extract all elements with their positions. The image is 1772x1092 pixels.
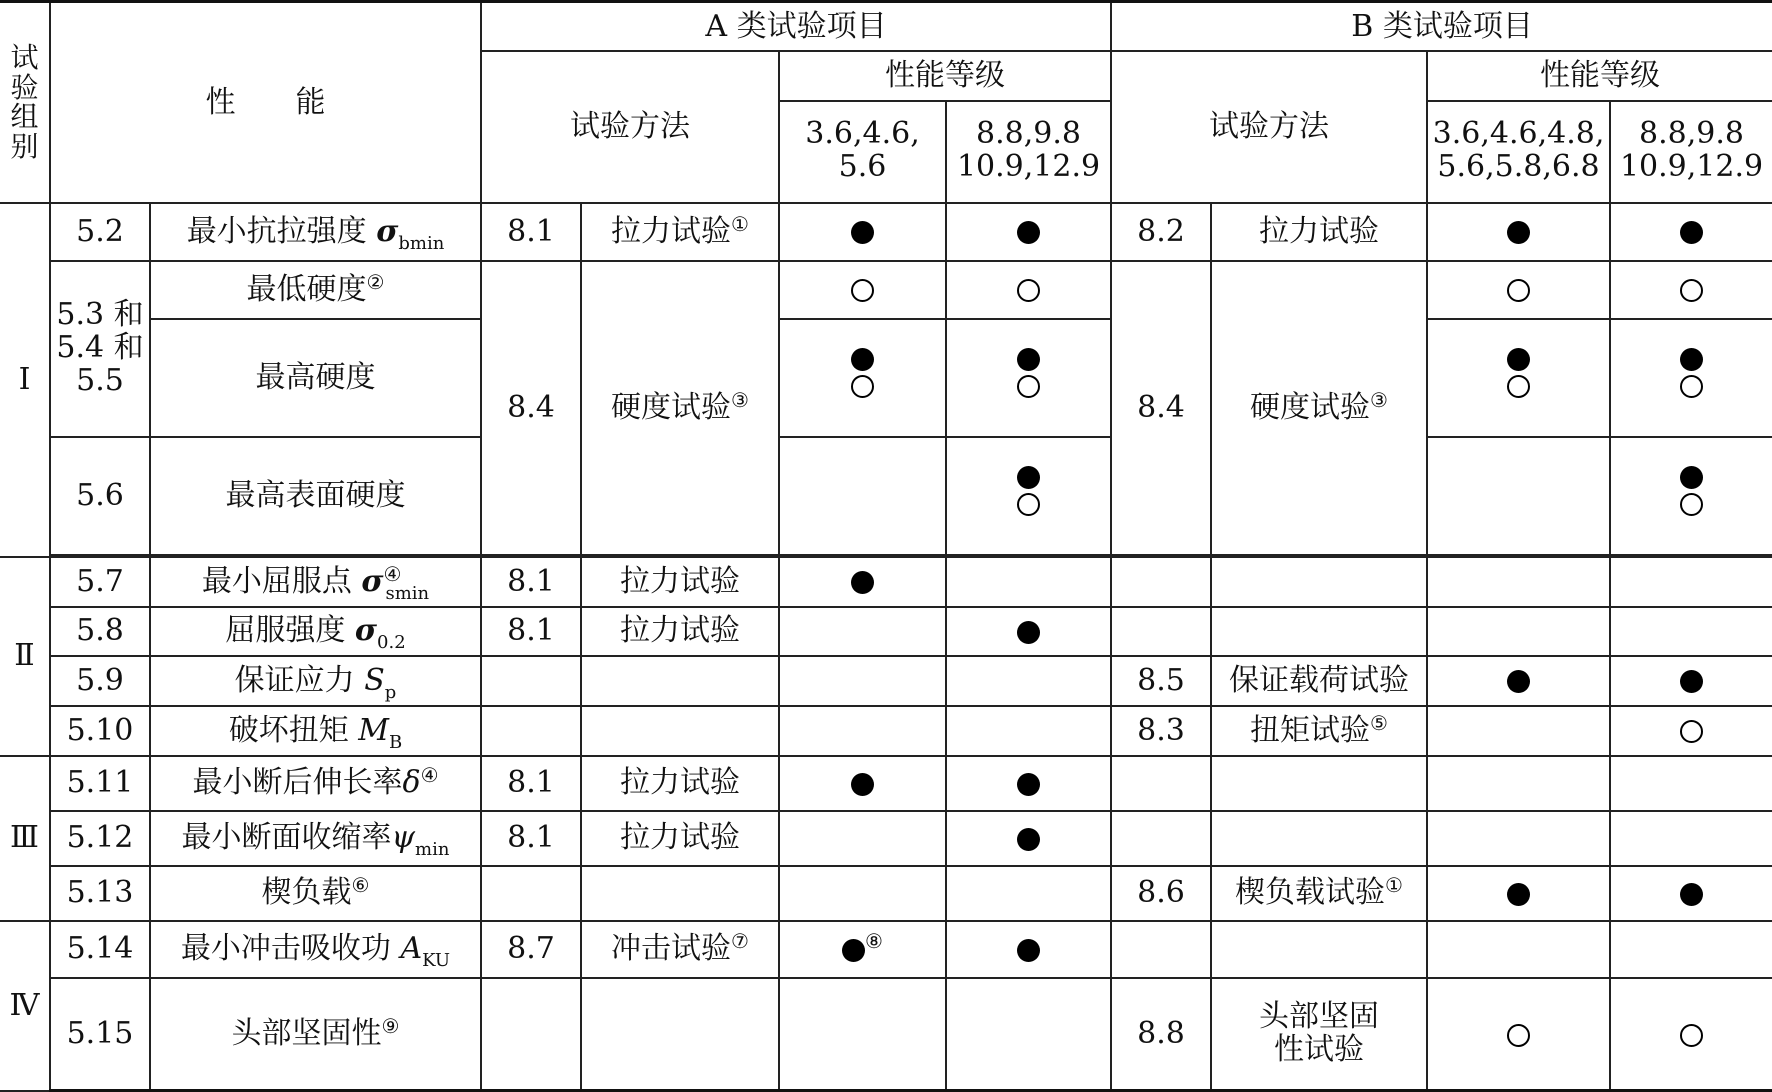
open-circle-icon: [1680, 720, 1703, 743]
b-method-name: 硬度试验③: [1211, 261, 1427, 555]
header-b-grade: 性能等级: [1427, 51, 1772, 101]
mark-cell: [779, 557, 946, 607]
b-method-no: [1111, 921, 1211, 978]
mark-cell: [1427, 811, 1610, 866]
a-method-no: [481, 706, 581, 756]
filled-circle-icon: [1017, 773, 1040, 796]
b-method-no: 8.2: [1111, 203, 1211, 261]
b-method-no: 8.3: [1111, 706, 1211, 756]
header-a-method: 试验方法: [481, 51, 779, 203]
a-method-no: 8.4: [481, 261, 581, 555]
a-method-no: 8.1: [481, 811, 581, 866]
mark-cell: [946, 557, 1111, 607]
property-5-8: 屈服强度 $\sigma_{0.2}$: [150, 607, 481, 656]
mark-cell: [946, 319, 1111, 437]
filled-circle-icon: [1017, 939, 1040, 962]
mark-cell: [1610, 921, 1772, 978]
footnote-mark: ⑧: [865, 929, 883, 954]
multiline: 3.6,4.6, 5.6: [805, 116, 920, 185]
filled-circle-icon: [1507, 221, 1530, 244]
mark-cell: [946, 866, 1111, 921]
clause-5-11: 5.11: [50, 756, 150, 811]
clause-5-8: 5.8: [50, 607, 150, 656]
b-method-name: 扭矩试验⑤: [1211, 706, 1427, 756]
mark-cell: [779, 921, 946, 978]
b-method-name: 拉力试验: [1211, 203, 1427, 261]
mark-cell: [1610, 319, 1772, 437]
clause-5-15: 5.15: [50, 978, 150, 1091]
a-method-name: 拉力试验: [581, 756, 779, 811]
mark-cell: [1610, 557, 1772, 607]
a-method-no: 8.1: [481, 756, 581, 811]
mark-cell: [946, 607, 1111, 656]
a-method-no: 8.1: [481, 203, 581, 261]
property-5-3a: 最低硬度②: [150, 261, 481, 319]
clause-5-3: [50, 261, 150, 437]
filled-circle-icon: [1017, 466, 1040, 489]
property-5-7: 最小屈服点 $\sigma^④_{smin}$: [150, 557, 481, 607]
b-method-name: [1211, 921, 1427, 978]
a-method-name: 拉力试验: [581, 811, 779, 866]
clause-5-7: 5.7: [50, 557, 150, 607]
open-circle-icon: [1680, 493, 1703, 516]
mark-cell: [779, 203, 946, 261]
b-method-name: 楔负载试验①: [1211, 866, 1427, 921]
mark-cell: [1610, 203, 1772, 261]
mark-cell: [1427, 319, 1610, 437]
filled-circle-icon: [1507, 348, 1530, 371]
filled-circle-icon: [1507, 670, 1530, 693]
b-method-name: 保证载荷试验: [1211, 656, 1427, 706]
group-1: Ⅰ: [0, 203, 50, 557]
mark-cell: [1427, 261, 1610, 319]
b-method-no: [1111, 811, 1211, 866]
mark-cell: [946, 921, 1111, 978]
mark-cell: [1427, 756, 1610, 811]
clause-5-13: 5.13: [50, 866, 150, 921]
mark-cell: [779, 437, 946, 555]
header-a-title: A 类试验项目: [481, 2, 1111, 51]
mark-cell: [946, 811, 1111, 866]
open-circle-icon: [1017, 493, 1040, 516]
open-circle-icon: [851, 375, 874, 398]
filled-circle-icon: [851, 348, 874, 371]
mark-cell: [946, 756, 1111, 811]
a-method-name: 硬度试验③: [581, 261, 779, 555]
a-method-name: 拉力试验: [581, 557, 779, 607]
property-5-12: 最小断面收缩率$\psi_{min}$: [150, 811, 481, 866]
property-5-10: 破坏扭矩 $M_B$: [150, 706, 481, 756]
header-group: 试 验 组 别: [0, 2, 50, 203]
property-5-13: 楔负载⑥: [150, 866, 481, 921]
b-method-name: [1211, 978, 1427, 1091]
mark-cell: [946, 656, 1111, 706]
mark-cell: [1427, 978, 1610, 1091]
filled-circle-icon: [1017, 221, 1040, 244]
mark-cell: [1610, 261, 1772, 319]
open-circle-icon: [1507, 279, 1530, 302]
mark-cell: [946, 978, 1111, 1091]
mark-cell: [779, 261, 946, 319]
a-method-name: [581, 866, 779, 921]
clause-5-12: 5.12: [50, 811, 150, 866]
b-method-no: 8.8: [1111, 978, 1211, 1091]
a-method-name: 拉力试验: [581, 607, 779, 656]
b-method-no: [1111, 557, 1211, 607]
filled-circle-icon: [851, 221, 874, 244]
mark-cell: [1427, 706, 1610, 756]
filled-circle-icon: [1017, 621, 1040, 644]
b-method-no: [1111, 607, 1211, 656]
mark-cell: [1610, 756, 1772, 811]
property-5-11: 最小断后伸长率δ④: [150, 756, 481, 811]
mark-cell: [1427, 203, 1610, 261]
clause-5-9: 5.9: [50, 656, 150, 706]
a-method-name: 冲击试验⑦: [581, 921, 779, 978]
header-a-grade-high: [946, 101, 1111, 203]
b-method-no: [1111, 756, 1211, 811]
header-b-title: B 类试验项目: [1111, 2, 1772, 51]
a-method-no: [481, 866, 581, 921]
open-circle-icon: [1680, 1024, 1703, 1047]
header-a-grade: 性能等级: [779, 51, 1111, 101]
filled-circle-icon: [1680, 466, 1703, 489]
mark-cell: [779, 607, 946, 656]
mark-cell: [779, 656, 946, 706]
b-method-name: [1211, 756, 1427, 811]
b-method-no: 8.5: [1111, 656, 1211, 706]
mark-cell: [1610, 811, 1772, 866]
multiline: 3.6,4.6,4.8, 5.6,5.8,6.8: [1432, 116, 1605, 185]
multiline: 8.8,9.8 10.9,12.9: [956, 116, 1101, 185]
header-b-grade-high: [1610, 101, 1772, 203]
multiline: 5.3 和 5.4 和 5.5: [56, 296, 144, 398]
open-circle-icon: [851, 279, 874, 302]
filled-circle-icon: [1680, 221, 1703, 244]
filled-circle-icon: [1017, 348, 1040, 371]
filled-circle-icon: [1680, 670, 1703, 693]
clause-5-6: 5.6: [50, 437, 150, 555]
mark-cell: [1610, 706, 1772, 756]
mark-cell: [946, 437, 1111, 555]
mark-cell: [946, 261, 1111, 319]
property-5-6: 最高表面硬度: [150, 437, 481, 555]
mark-cell: [779, 866, 946, 921]
filled-circle-icon: [1017, 828, 1040, 851]
open-circle-icon: [1680, 279, 1703, 302]
filled-circle-icon: [851, 571, 874, 594]
a-method-no: [481, 656, 581, 706]
mark-cell: [779, 978, 946, 1091]
mark-cell: [1427, 557, 1610, 607]
b-method-name: [1211, 811, 1427, 866]
filled-circle-icon: [1507, 883, 1530, 906]
b-method-no: 8.4: [1111, 261, 1211, 555]
mark-cell: [1427, 921, 1610, 978]
mark-cell: [1610, 866, 1772, 921]
a-method-name: 拉力试验①: [581, 203, 779, 261]
property-5-9: 保证应力 $S_p$: [150, 656, 481, 706]
multiline: 头部坚固 性试验: [1259, 998, 1380, 1067]
filled-circle-icon: [1680, 883, 1703, 906]
open-circle-icon: [1507, 375, 1530, 398]
group-4: Ⅳ: [0, 921, 50, 1091]
clause-5-10: 5.10: [50, 706, 150, 756]
open-circle-icon: [1680, 375, 1703, 398]
clause-5-2: 5.2: [50, 203, 150, 261]
header-property: 性 能: [50, 2, 481, 203]
open-circle-icon: [1507, 1024, 1530, 1047]
b-method-name: [1211, 607, 1427, 656]
mark-cell: [779, 756, 946, 811]
a-method-no: 8.1: [481, 557, 581, 607]
a-method-name: [581, 978, 779, 1091]
property-5-3b: 最高硬度: [150, 319, 481, 437]
group-3: Ⅲ: [0, 756, 50, 921]
property-5-14: 最小冲击吸收功 $A_{KU}$: [150, 921, 481, 978]
mark-cell: [946, 203, 1111, 261]
a-method-no: 8.7: [481, 921, 581, 978]
header-b-method: 试验方法: [1111, 51, 1427, 203]
mark-cell: [1427, 607, 1610, 656]
filled-circle-icon: [851, 773, 874, 796]
group-2: Ⅱ: [0, 557, 50, 756]
clause-5-14: 5.14: [50, 921, 150, 978]
a-method-no: [481, 978, 581, 1091]
mark-cell: [1610, 607, 1772, 656]
open-circle-icon: [1017, 279, 1040, 302]
mark-cell: [946, 706, 1111, 756]
open-circle-icon: [1017, 375, 1040, 398]
mark-cell: [779, 319, 946, 437]
header-a-grade-low: [779, 101, 946, 203]
a-method-name: [581, 706, 779, 756]
a-method-no: 8.1: [481, 607, 581, 656]
mark-cell: [1610, 978, 1772, 1091]
filled-circle-icon: [842, 939, 865, 962]
mark-cell: [1610, 656, 1772, 706]
mark-cell: [1610, 437, 1772, 555]
filled-circle-icon: [1680, 348, 1703, 371]
a-method-name: [581, 656, 779, 706]
property-5-2: 最小抗拉强度 $\sigma_{bmin}$: [150, 203, 481, 261]
b-method-no: 8.6: [1111, 866, 1211, 921]
multiline: 8.8,9.8 10.9,12.9: [1619, 116, 1764, 185]
property-5-15: 头部坚固性⑨: [150, 978, 481, 1091]
mark-cell: [779, 811, 946, 866]
mark-cell: [1427, 866, 1610, 921]
header-b-grade-low: [1427, 101, 1610, 203]
mark-cell: [779, 706, 946, 756]
mark-cell: [1427, 656, 1610, 706]
mark-cell: [1427, 437, 1610, 555]
b-method-name: [1211, 557, 1427, 607]
